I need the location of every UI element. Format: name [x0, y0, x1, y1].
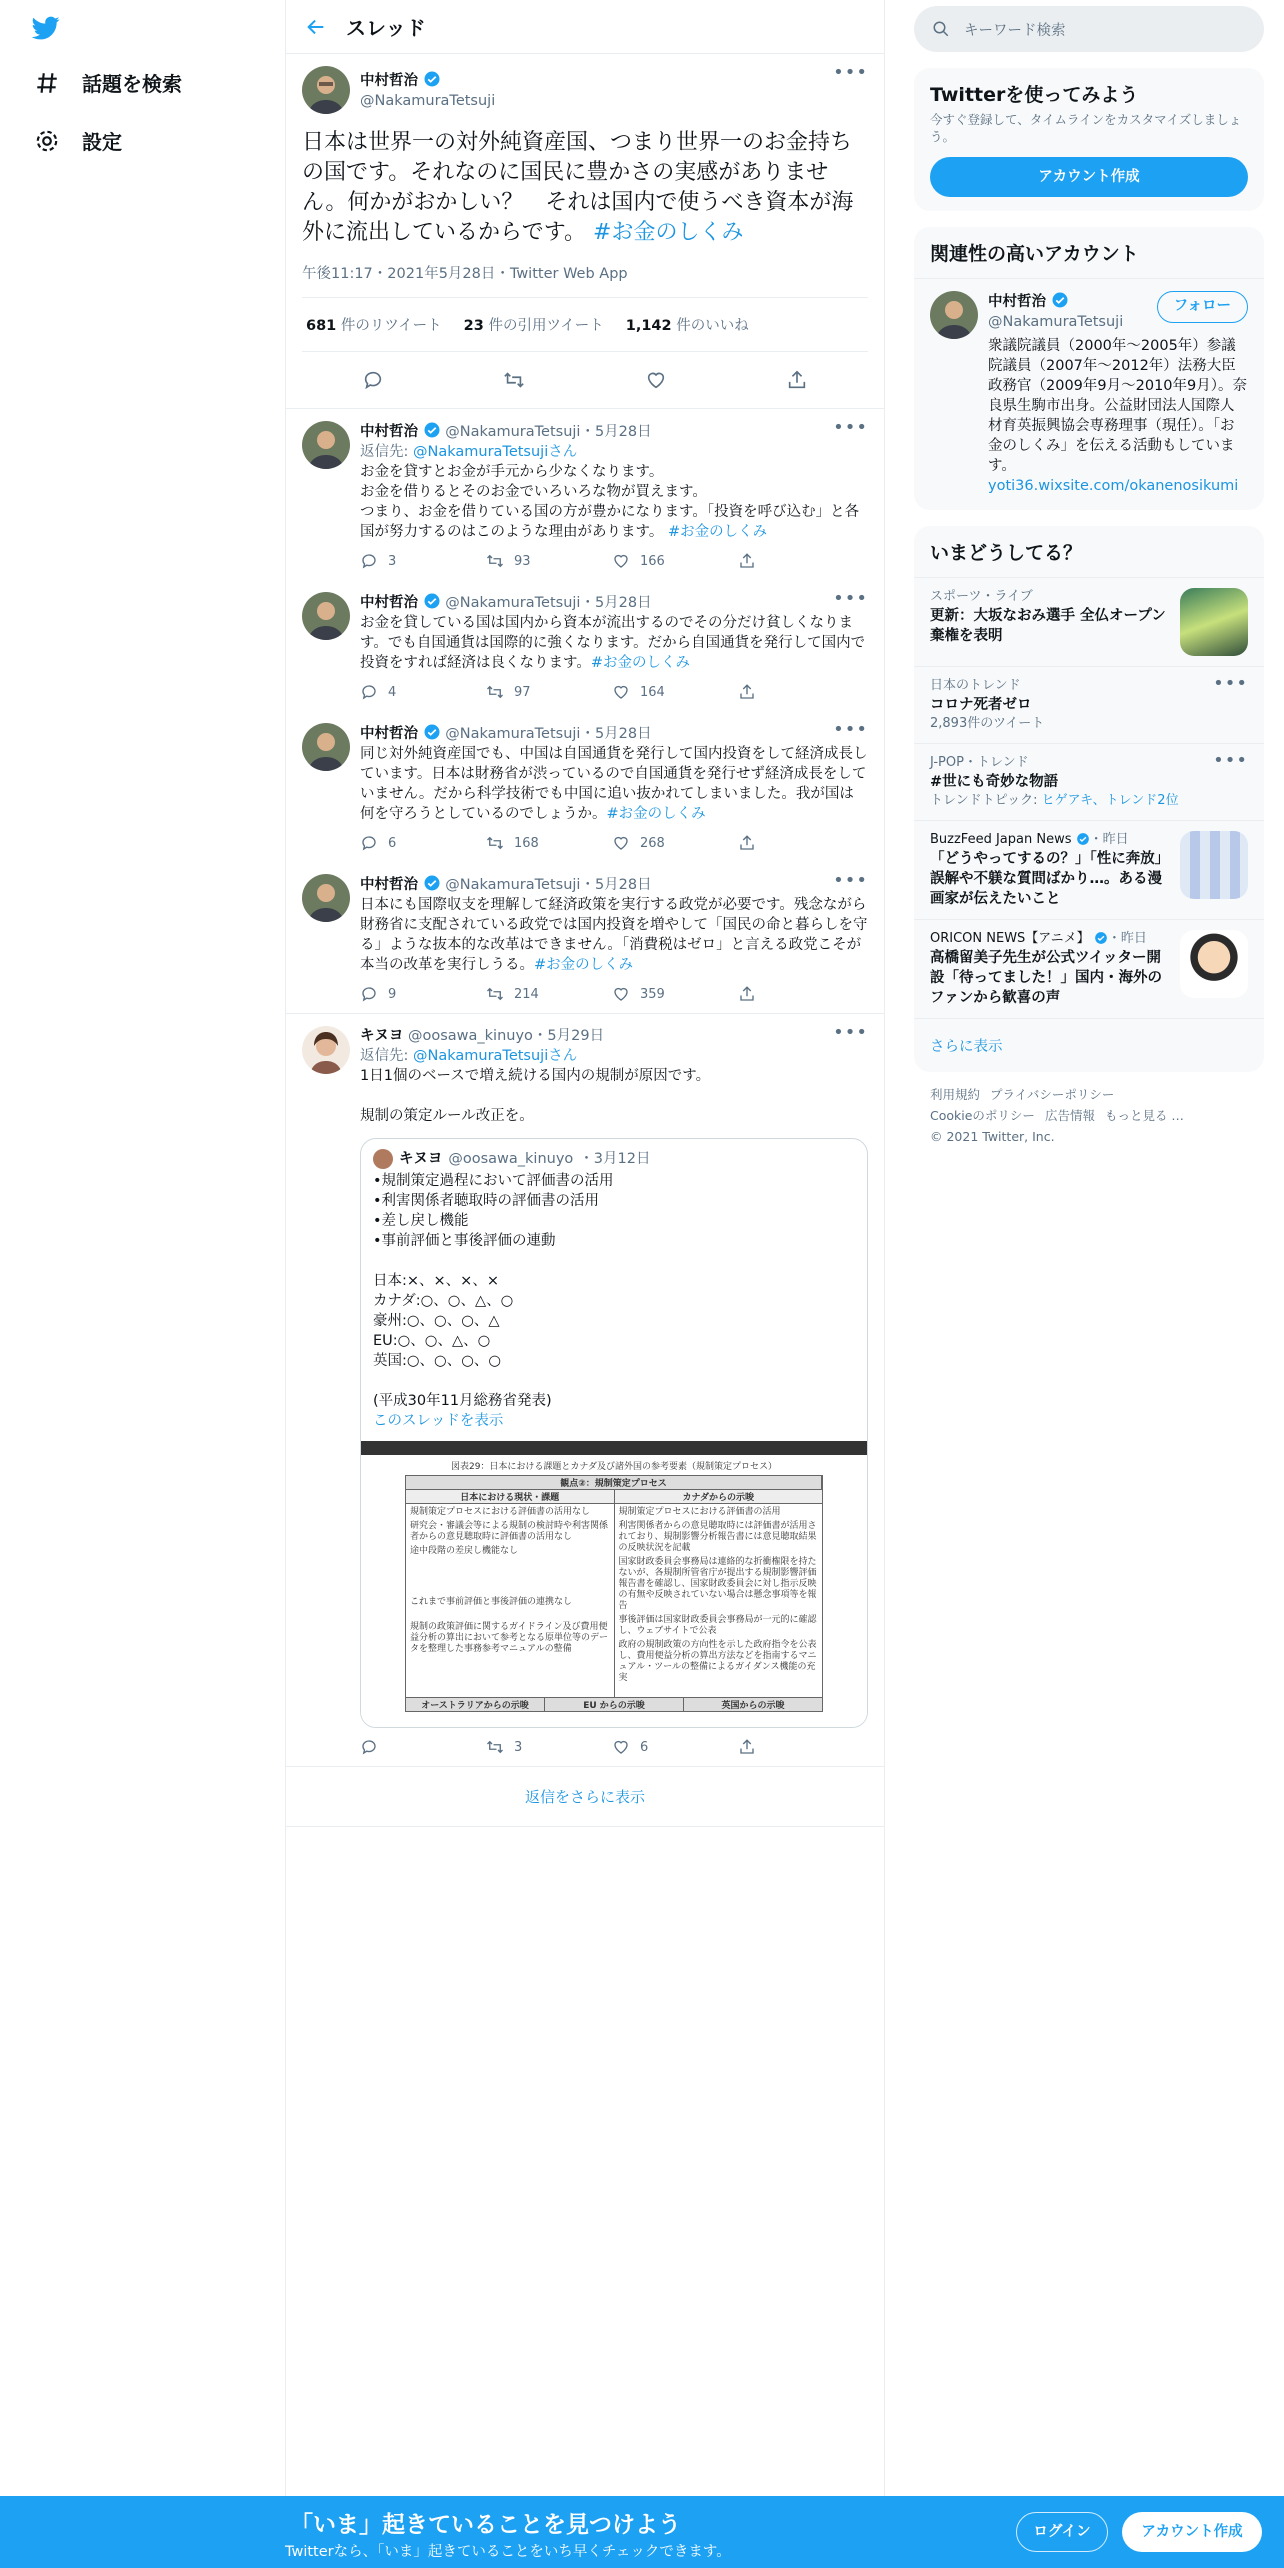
like-label: 件のいいね — [676, 318, 749, 334]
retweet-count: 681 — [306, 318, 337, 334]
tweet-text — [360, 744, 868, 824]
image-subtitle: 観点②：規制策定プロセス — [406, 1476, 822, 1489]
reply-tweet[interactable] — [286, 1014, 884, 1767]
reply-to-handle[interactable]: @NakamuraTetsuji — [413, 1048, 549, 1064]
like-icon — [612, 985, 630, 1003]
image-right-item: 事後評価は国家財政委員会事務局が一元的に確認し、ウェブサイトで公表 — [618, 1615, 817, 1636]
avatar[interactable] — [930, 291, 978, 339]
retweet-count: 214 — [514, 986, 539, 1002]
back-button[interactable] — [286, 16, 346, 38]
search-placeholder: キーワード検索 — [964, 22, 1066, 39]
like-count: 1,142 — [625, 318, 672, 334]
author-handle[interactable]: @NakamuraTetsuji — [445, 424, 581, 440]
retweet-icon — [486, 1738, 504, 1756]
tweet-text — [360, 462, 868, 542]
bottom-bar-subtext: Twitterなら、「いま」起きていることをいち早くチェックできます。 — [285, 2544, 731, 2560]
reply-to — [360, 442, 868, 462]
tweet-text-body: 日本は世界一の対外純資産国、つまり世界一のお金持ちの国です。それなのに国民に豊かさの実感がありません。何かがおかしい？ それは国内で使うべき資本が海外に流出しているからです。 — [302, 130, 854, 245]
reply-to-prefix: 返信先: — [360, 444, 413, 460]
author-name[interactable]: 中村哲治 — [360, 595, 418, 611]
signup-card-subtitle: 今すぐ登録して、タイムラインをカスタマイズしましょう。 — [930, 112, 1242, 144]
author-handle[interactable]: @NakamuraTetsuji — [360, 93, 496, 109]
trend-meta: ORICON NEWS【アニメ】 — [930, 931, 1090, 946]
author-handle[interactable]: @NakamuraTetsuji — [445, 595, 581, 611]
reply-button[interactable] — [360, 985, 486, 1003]
related-bio-text: 衆議院議員（2000年～2005年）参議院議員（2007年～2012年）法務大臣政務官（2009年9月～2010年9月）。奈良県生駒市出身。公益財団法人国際人材育英振興協会専務理事（現任）。「お金のしくみ」を伝える活動もしています。 — [988, 338, 1248, 474]
quoted-image[interactable] — [361, 1441, 867, 1727]
hashtag-link[interactable]: #お金のしくみ — [667, 524, 768, 540]
related-accounts-title: 関連性の高いアカウント — [914, 227, 1264, 279]
nav-settings[interactable] — [34, 126, 122, 155]
trend-name: 高橋留美子先生が公式ツイッター開設「待ってました！」国内・海外のファンから歓喜の声 — [930, 950, 1162, 1006]
tweet-text — [360, 613, 868, 673]
image-left-item: 途中段階の差戻し機能なし — [410, 1546, 519, 1556]
share-icon — [738, 683, 756, 701]
trend-thumbnail — [1180, 831, 1248, 899]
share-button[interactable] — [738, 1738, 864, 1756]
left-navigation — [0, 0, 285, 2568]
right-sidebar — [914, 0, 1264, 1159]
image-right-items — [615, 1504, 823, 1697]
like-count: 164 — [640, 684, 665, 700]
image-col-right: カナダからの示唆 — [615, 1490, 823, 1503]
related-name[interactable]: 中村哲治 — [988, 294, 1046, 310]
trend-item[interactable] — [914, 577, 1264, 666]
like-icon — [612, 1738, 630, 1756]
more-options-icon[interactable]: ••• — [833, 870, 868, 891]
tweet-text-body: お金を貸している国は国内から資本が流出するのでその分だけ貧しくなります。でも自国通貨は国際的に強くなります。だから自国通貨を発行して国内で投資をすれば経済は良くなります。 — [360, 615, 866, 671]
tweet-stats — [302, 298, 868, 352]
like-stat[interactable] — [626, 314, 749, 335]
verified-badge-icon — [423, 70, 441, 88]
trend-meta-date: ・昨日 — [1089, 832, 1129, 847]
like-button[interactable] — [612, 1738, 738, 1756]
more-options-icon[interactable]: ••• — [833, 417, 868, 438]
share-button[interactable] — [738, 834, 864, 852]
verified-badge-icon — [423, 723, 441, 741]
trend-thumbnail — [1180, 930, 1248, 998]
quoted-text: •規制策定過程において評価書の活用 •利害関係者聴取時の評価書の活用 •差し戻し機能 •事前評価と事後評価の連動 日本:×、×、×、× カナダ:○、○、△、○ 豪州:○、○、○、△ EU:○、○、△、○ 英国:○、○、○、○ (平成30年11月総務省発表) — [373, 1173, 614, 1409]
reply-to-prefix: 返信先: — [360, 1048, 413, 1064]
reply-button[interactable] — [360, 683, 486, 701]
hashtag-link[interactable]: #お金のしくみ — [534, 957, 634, 973]
verified-badge-icon — [1051, 291, 1069, 309]
image-right-item: 政府の規制政策の方向性を示した政府指令を公表し、費用便益分析の算出方法などを指南するマニュアル・ツールの整備によるガイダンス機能の充実 — [618, 1640, 817, 1683]
show-more-replies-link[interactable]: 返信をさらに表示 — [286, 1767, 884, 1827]
trend-meta: スポーツ・ライブ — [930, 589, 1033, 604]
reply-icon — [360, 552, 378, 570]
like-icon — [612, 552, 630, 570]
image-left-item: これまで事前評価と事後評価の連携なし — [410, 1597, 573, 1607]
more-options-icon[interactable]: ••• — [833, 588, 868, 609]
tweet-text: 1日1個のベースで増え続ける国内の規制が原因です。 規制の策定ルール改正を。 — [360, 1068, 711, 1124]
search-input[interactable] — [914, 6, 1264, 52]
share-icon — [738, 552, 756, 570]
main-column — [285, 0, 885, 2568]
retweet-button[interactable] — [486, 683, 612, 701]
image-right-item: 利害関係者からの意見聴取時には評価書が活用されており、規制影響分析報告書には意見聴取結果の反映状況を記載 — [618, 1521, 817, 1553]
like-button[interactable] — [612, 834, 738, 852]
reply-icon[interactable] — [362, 369, 384, 391]
author-handle[interactable]: @NakamuraTetsuji — [445, 877, 581, 893]
tweet-date[interactable]: ・5月28日 — [580, 877, 652, 893]
more-options-icon[interactable]: ••• — [1213, 673, 1248, 694]
image-left-item: 規制策定プロセスにおける評価書の活用なし — [410, 1507, 591, 1517]
share-button[interactable] — [738, 985, 864, 1003]
like-count: 166 — [640, 553, 665, 569]
tweet-date[interactable]: ・5月28日 — [580, 726, 652, 742]
reply-count: 6 — [388, 835, 397, 851]
related-bio-link[interactable]: yoti36.wixsite.com/okanenosikumi — [988, 478, 1239, 494]
avatar[interactable] — [302, 723, 350, 771]
trend-name: #世にも奇妙な物語 — [930, 774, 1059, 790]
verified-badge-icon — [423, 421, 441, 439]
search-icon — [932, 20, 950, 38]
trend-item[interactable] — [914, 743, 1264, 820]
tweet-text-body: 日本にも国際収支を理解して経済政策を実行する政党が必要です。残念ながら財務省に支配されている政党では国内投資を増やして「国民の命と暮らしを守る」ような抜本的な改革はできません。「消費税はゼロ」と言える政党こそが本当の改革を実行しうる。 — [360, 897, 868, 973]
verified-badge-icon — [423, 874, 441, 892]
reply-icon — [360, 834, 378, 852]
author-name[interactable]: 中村哲治 — [360, 726, 418, 742]
quote-stat[interactable] — [464, 314, 604, 335]
trend-name: 「どうやってするの？」「性に奔放」誤解や不躾な質問ばかり…。ある漫画家が伝えたいこと — [930, 851, 1170, 907]
footer-link[interactable]: 利用規約 — [930, 1087, 981, 1102]
share-button[interactable] — [738, 683, 864, 701]
gear-icon — [34, 128, 60, 154]
page-header — [286, 0, 884, 54]
avatar[interactable] — [302, 592, 350, 640]
author-handle[interactable]: @NakamuraTetsuji — [445, 726, 581, 742]
reply-tweet[interactable] — [286, 580, 884, 711]
tweet-actions — [360, 683, 868, 701]
more-options-icon[interactable]: ••• — [1213, 750, 1248, 771]
retweet-icon — [486, 985, 504, 1003]
tweet-date[interactable]: ・5月28日 — [580, 595, 652, 611]
signup-button[interactable]: アカウント作成 — [1122, 2512, 1262, 2552]
create-account-button[interactable]: アカウント作成 — [930, 157, 1248, 197]
trend-meta: J-POP・トレンド — [930, 755, 1029, 770]
trend-name: 更新：大坂なおみ選手 全仏オープン棄権を表明 — [930, 608, 1166, 644]
reply-tweet[interactable] — [286, 711, 884, 862]
tweet-text-body: お金を貸すとお金が手元から少なくなります。 お金を借りるとそのお金でいろいろな物が買えます。 つまり、お金を借りている国の方が豊かになります。「投資を呼び込む」と各国が努力するのはこのような理由があります。 — [360, 464, 860, 540]
retweet-label: 件のリツイート — [340, 318, 442, 334]
image-left-item: 研究会・審議会等による規制の検討時や利害関係者からの意見聴取時に評価書の活用なし — [410, 1521, 609, 1542]
nav-explore-label: 話題を検索 — [82, 72, 182, 96]
login-button[interactable]: ログイン — [1016, 2512, 1108, 2552]
verified-badge-icon — [423, 592, 441, 610]
trend-name: コロナ死者ゼロ — [930, 697, 1032, 713]
twitter-bird-icon[interactable] — [30, 14, 62, 42]
reply-button[interactable] — [360, 834, 486, 852]
share-icon — [738, 834, 756, 852]
image-left-item: 規制の政策評価に関するガイドライン及び費用便益分析の算出において参考となる原単位等のデータを整理した事務参考マニュアルの整備 — [410, 1622, 609, 1654]
hashtag-icon — [34, 70, 60, 96]
avatar[interactable] — [302, 874, 350, 922]
retweet-button[interactable] — [486, 552, 612, 570]
reply-to — [360, 1046, 868, 1066]
tweet-actions — [360, 834, 868, 852]
retweet-icon — [486, 683, 504, 701]
reply-count: 9 — [388, 986, 397, 1002]
related-accounts-card — [914, 227, 1264, 510]
reply-button[interactable] — [360, 1738, 486, 1756]
retweet-icon — [486, 552, 504, 570]
tweet-date[interactable]: ・5月29日 — [532, 1028, 605, 1044]
hashtag-link[interactable]: #お金のしくみ — [590, 655, 690, 671]
related-handle[interactable]: @NakamuraTetsuji — [988, 314, 1124, 330]
signup-card-title: Twitterを使ってみよう — [930, 84, 1139, 106]
retweet-count: 168 — [514, 835, 539, 851]
image-bottom-col: EU からの示唆 — [545, 1698, 684, 1711]
author-name[interactable]: 中村哲治 — [360, 424, 418, 440]
share-icon[interactable] — [786, 369, 808, 391]
tweet-text-body: 同じ対外純資産国でも、中国は自国通貨を発行して国内投資をして経済成長しています。日本は財務省が渋っているので自国通貨を発行せず経済成長をしていません。だから科学技術でも中国に追い抜かれてしまいました。我が国は何を守ろうとしているのでしょうか。 — [360, 746, 868, 822]
author-name[interactable]: 中村哲治 — [360, 877, 418, 893]
tweet-actions — [360, 1738, 868, 1756]
retweet-stat[interactable] — [306, 314, 442, 335]
trend-meta-date: ・昨日 — [1107, 931, 1147, 946]
reply-icon — [360, 683, 378, 701]
quote-label: 件の引用ツイート — [488, 318, 604, 334]
image-bottom-col: 英国からの示唆 — [721, 1701, 785, 1711]
follow-button[interactable]: フォロー — [1157, 291, 1248, 323]
like-icon — [612, 683, 630, 701]
footer-link[interactable]: プライバシーポリシー — [990, 1087, 1115, 1102]
author-handle[interactable]: @oosawa_kinuyo — [407, 1028, 533, 1044]
retweet-button[interactable] — [486, 985, 612, 1003]
focused-tweet — [286, 54, 884, 409]
like-button[interactable] — [612, 552, 738, 570]
tweet-text — [302, 128, 868, 248]
image-title: 図表29：日本における課題とカナダ及び諸外国の参考要素（規制策定プロセス） — [450, 1462, 777, 1472]
trends-title: いまどうしてる？ — [930, 542, 1083, 564]
avatar[interactable] — [302, 1026, 350, 1074]
verified-badge-icon — [1094, 931, 1108, 945]
reply-to-suffix: さん — [548, 1048, 578, 1064]
like-icon[interactable] — [645, 369, 667, 391]
like-button[interactable] — [612, 683, 738, 701]
bottom-bar-headline: 「いま」起きていることを見つけよう — [290, 2512, 681, 2538]
reply-button[interactable] — [360, 552, 486, 570]
reply-count: 3 — [388, 553, 397, 569]
nav-explore[interactable] — [34, 68, 182, 97]
footer-link[interactable]: もっと見る … — [1104, 1108, 1184, 1123]
footer-link[interactable]: Cookieのポリシー — [930, 1108, 1035, 1123]
reply-to-suffix: さん — [548, 444, 578, 460]
trend-item[interactable] — [914, 820, 1264, 919]
trend-item[interactable] — [914, 919, 1264, 1018]
tweet-actions — [360, 985, 868, 1003]
image-left-items — [406, 1504, 615, 1697]
reply-icon — [360, 1738, 378, 1756]
author-name[interactable]: 中村哲治 — [360, 73, 418, 89]
like-button[interactable] — [612, 985, 738, 1003]
related-account[interactable] — [914, 279, 1264, 510]
reply-to-handle[interactable]: @NakamuraTetsuji — [413, 444, 549, 460]
avatar — [373, 1149, 393, 1169]
trend-meta: 日本のトレンド — [930, 678, 1021, 693]
signup-card — [914, 68, 1264, 211]
tweet-text — [360, 895, 868, 975]
reply-tweet[interactable] — [286, 409, 884, 580]
footer-link[interactable]: 広告情報 — [1044, 1108, 1095, 1123]
quoted-tweet[interactable] — [360, 1138, 868, 1728]
trend-sub-prefix: トレンドトピック: — [930, 793, 1042, 808]
reply-tweet[interactable] — [286, 862, 884, 1014]
image-right-item: 国家財政委員会事務局は連絡的な折衝権限を持たないが、各規制所管省庁が提出する規制影響評価報告書を確認し、国家財政委員会に対し指示反映の有無や反映されていない場合は懸念事項等を報告 — [618, 1557, 817, 1611]
retweet-button[interactable] — [486, 834, 612, 852]
image-col-left: 日本における現状・課題 — [406, 1490, 615, 1503]
footer-links — [914, 1072, 1264, 1159]
author-name[interactable]: キヌヨ — [360, 1028, 404, 1044]
verified-badge-icon — [1076, 832, 1090, 846]
related-bio — [988, 336, 1248, 496]
quote-count: 23 — [463, 318, 484, 334]
avatar[interactable] — [302, 66, 350, 114]
tweet-actions — [360, 552, 868, 570]
hashtag-link[interactable]: #お金のしくみ — [593, 220, 744, 245]
page-title: スレッド — [346, 16, 426, 40]
trends-card — [914, 526, 1264, 1072]
retweet-icon — [486, 834, 504, 852]
tweet-date[interactable]: ・5月28日 — [580, 424, 652, 440]
trend-meta: BuzzFeed Japan News — [930, 832, 1072, 847]
trend-item[interactable] — [914, 666, 1264, 743]
trend-sub: 2,893件のツイート — [930, 716, 1045, 731]
reply-count: 4 — [388, 684, 397, 700]
avatar[interactable] — [302, 421, 350, 469]
more-options-icon[interactable]: ••• — [833, 1022, 868, 1043]
like-icon — [612, 834, 630, 852]
image-bottom-col: オーストラリアからの示唆 — [406, 1698, 545, 1711]
trend-sub-link[interactable]: ヒゲアキ、トレンド2位 — [1041, 793, 1179, 808]
show-thread-link[interactable]: このスレッドを表示 — [373, 1413, 504, 1429]
retweet-icon[interactable] — [503, 369, 525, 391]
hashtag-link[interactable]: #お金のしくみ — [606, 806, 706, 822]
like-count: 6 — [640, 1739, 649, 1755]
tweet-timestamp[interactable]: 午後11:17・2021年5月28日・Twitter Web App — [302, 262, 868, 298]
copyright: © 2021 Twitter, Inc. — [930, 1129, 1055, 1144]
bottom-signup-bar — [0, 2496, 1284, 2568]
quoted-author-handle: @oosawa_kinuyo — [448, 1151, 574, 1167]
retweet-button[interactable] — [486, 1738, 612, 1756]
tweet-actions — [302, 352, 868, 408]
more-options-icon[interactable]: ••• — [833, 62, 868, 83]
share-icon — [738, 985, 756, 1003]
share-button[interactable] — [738, 552, 864, 570]
nav-settings-label: 設定 — [82, 130, 122, 154]
image-right-item: 規制策定プロセスにおける評価書の活用 — [618, 1507, 781, 1517]
retweet-count: 93 — [514, 553, 531, 569]
more-options-icon[interactable]: ••• — [833, 719, 868, 740]
retweet-count: 97 — [514, 684, 531, 700]
retweet-count: 3 — [514, 1739, 523, 1755]
show-more-trends-link[interactable]: さらに表示 — [914, 1018, 1264, 1072]
quoted-author-name: キヌヨ — [399, 1151, 443, 1167]
reply-icon — [360, 985, 378, 1003]
share-icon — [738, 1738, 756, 1756]
back-arrow-icon — [305, 16, 327, 38]
quoted-date: ・3月12日 — [579, 1151, 651, 1167]
trend-thumbnail — [1180, 588, 1248, 656]
like-count: 359 — [640, 986, 665, 1002]
like-count: 268 — [640, 835, 665, 851]
